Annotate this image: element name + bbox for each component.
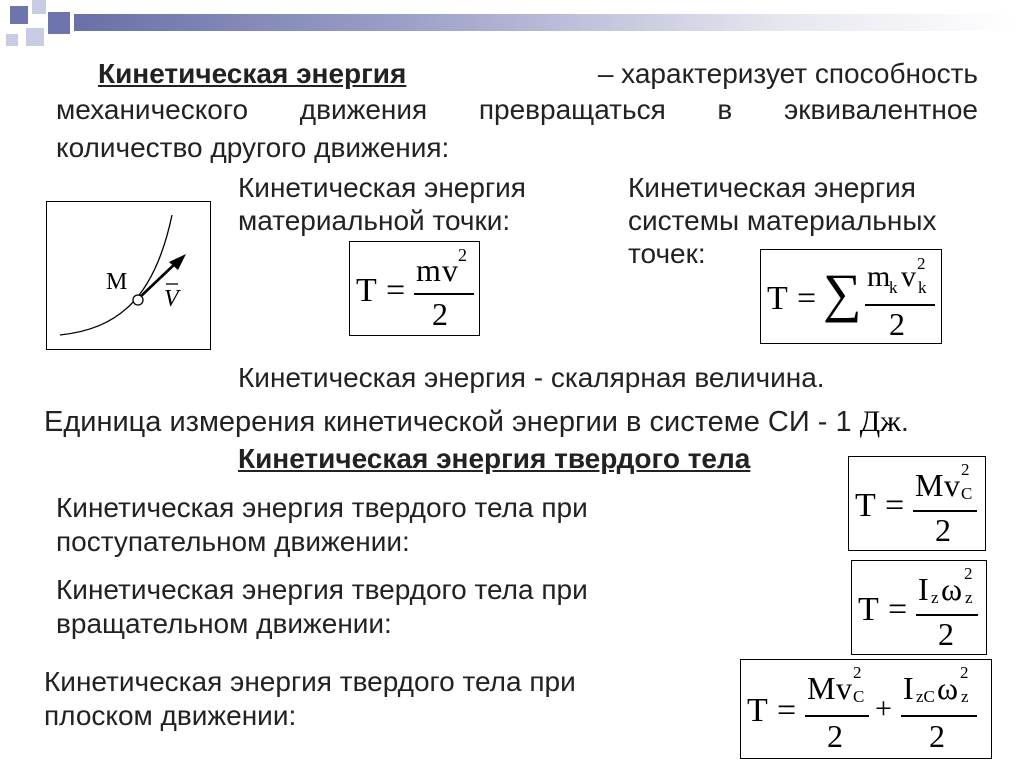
point-m [133,295,143,305]
f1-fraction-bar [414,293,474,295]
system-label-line-2: системы материальных [628,205,937,236]
f5-sq2: 2 [960,663,969,682]
f5-I: I [903,670,914,706]
rotational-line-1: Кинетическая энергия твердого тела при [56,574,588,605]
si-unit-text: Единица измерения кинетической энергии в системе СИ - 1 [44,406,852,438]
f1-v: v [442,252,458,288]
rigid-body-title: Кинетическая энергия твердого тела [238,443,751,474]
f2-v: v [901,260,916,293]
f5-fraction-bar-2 [901,715,977,717]
f4-omega: ω [941,571,963,607]
f3-v: v [944,467,960,503]
point-label-line-2: материальной точки: [238,205,511,236]
f5-fraction-bar-1 [805,715,869,717]
f2-k1: k [889,278,898,297]
f5-plus: + [875,692,892,725]
f5-C: C [853,687,865,706]
velocity-label: V [164,286,179,312]
point-label: M [106,269,128,295]
rotational-line-2: вращательном движении: [56,608,392,639]
system-label-line-3: точек: [628,238,706,269]
trajectory-diagram [46,201,212,351]
plane-line-1: Кинетическая энергия твердого тела при [44,666,576,697]
si-unit-dot: . [900,406,909,438]
formula-plane [740,659,992,759]
formula-translational [848,456,986,551]
si-unit-symbol: Дж [859,405,901,438]
scalar-note: Кинетическая энергия - скалярная величина. [238,362,825,393]
f4-I: I [918,571,929,607]
f5-M: M [807,670,836,706]
plane-line-2: плоском движении: [44,700,297,731]
f4-sq: 2 [964,564,973,583]
f1-two: 2 [432,296,448,332]
f3-T: T [855,487,876,524]
header-bar [74,14,1014,31]
f2-m: m [867,260,891,293]
f3-sq: 2 [961,460,970,479]
intro-line-3: количество другого движения: [56,132,450,163]
f5-z: z [961,687,969,706]
f2-T: T [767,280,788,317]
f1-eq: = [386,272,406,309]
f5-eq: = [777,692,797,729]
formula-point [349,241,480,336]
f5-zC: zC [916,687,935,706]
corner-squares [0,0,80,60]
f4-z2: z [965,588,973,607]
f1-T: T [356,272,377,309]
f2-k2: k [918,278,927,297]
translational-line-1: Кинетическая энергия твердого тела при [56,492,588,523]
f5-v: v [836,670,852,706]
formula-rotational [851,560,987,655]
f5-two1: 2 [827,718,843,754]
f3-M: M [915,467,944,503]
f4-T: T [858,591,879,628]
si-unit-line [44,404,909,440]
f3-two: 2 [935,512,951,548]
intro-line1-rest: – характеризует способность [597,58,978,89]
intro-term: Кинетическая энергия [98,58,407,89]
f2-eq: = [797,280,817,317]
f2-two: 2 [889,306,905,342]
f3-eq: = [885,487,905,524]
f4-z1: z [931,588,939,607]
system-label-line-1: Кинетическая энергия [628,172,916,203]
f2-sq: 2 [917,254,926,273]
f1-sq: 2 [458,245,467,265]
f4-two: 2 [938,616,954,652]
f5-two2: 2 [929,718,945,754]
intro-line-1 [98,56,978,92]
f4-eq: = [888,591,908,628]
translational-line-2: поступательном движении: [56,526,410,557]
f5-T: T [747,692,768,729]
formula-system [760,249,942,344]
f5-omega: ω [937,670,959,706]
f5-sq1: 2 [853,663,862,682]
point-label-line-1: Кинетическая энергия [238,172,526,203]
f3-C: C [961,484,973,503]
intro-line-2: механического движения превращаться в эквивалентное [56,94,978,125]
f2-sum: ∑ [823,263,862,323]
f1-m: m [416,252,441,288]
